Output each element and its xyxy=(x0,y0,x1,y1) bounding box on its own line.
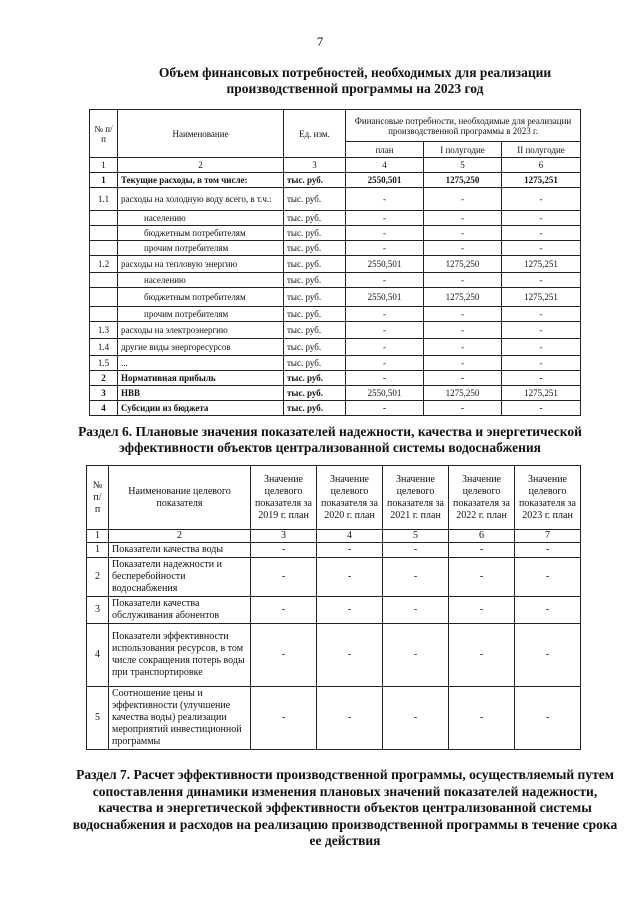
row-name: Показатели качества обслуживания абонентов xyxy=(109,597,251,624)
column-number: 7 xyxy=(515,530,581,543)
table-row xyxy=(90,322,581,339)
table-row xyxy=(87,687,581,750)
row-unit: тыс. руб. xyxy=(284,356,346,371)
column-number-row xyxy=(90,158,581,173)
row-num: 3 xyxy=(90,386,118,401)
row-plan: - xyxy=(346,307,424,322)
row-value: - xyxy=(515,558,581,597)
table-row xyxy=(90,339,581,356)
table-row xyxy=(90,256,581,273)
row-plan: 2550,501 xyxy=(346,288,424,307)
row-plan: - xyxy=(346,356,424,371)
column-number: 1 xyxy=(87,530,109,543)
row-num: 1.4 xyxy=(90,339,118,356)
row-unit: тыс. руб. xyxy=(284,188,346,211)
row-value: - xyxy=(515,597,581,624)
column-number: 2 xyxy=(109,530,251,543)
table-row xyxy=(90,226,581,241)
row-value: - xyxy=(383,543,449,558)
row-name: расходы на холодную воду всего, в т.ч.: xyxy=(118,188,284,211)
row-plan: 2550,501 xyxy=(346,256,424,273)
row-value: - xyxy=(449,624,515,687)
row-half1: 1275,250 xyxy=(424,386,502,401)
row-num xyxy=(90,241,118,256)
header-2023: Значение целевого показателя за 2023 г. план xyxy=(515,466,581,530)
row-half2: - xyxy=(502,188,581,211)
row-name: расходы на тепловую энергию xyxy=(118,256,284,273)
row-value: - xyxy=(251,597,317,624)
column-number: 4 xyxy=(346,158,424,173)
row-unit: тыс. руб. xyxy=(284,173,346,188)
row-name: ... xyxy=(118,356,284,371)
row-unit: тыс. руб. xyxy=(284,339,346,356)
header-plan: план xyxy=(346,142,424,158)
row-name: Текущие расходы, в том числе: xyxy=(118,173,284,188)
section6-title: Раздел 6. Плановые значения показателей надежности, качества и энергетической эффективности объектов централизованной системы водоснабжения xyxy=(78,424,582,455)
row-half2: - xyxy=(502,322,581,339)
row-value: - xyxy=(383,558,449,597)
row-num: 1 xyxy=(90,173,118,188)
row-unit: тыс. руб. xyxy=(284,322,346,339)
column-number: 5 xyxy=(424,158,502,173)
table-row xyxy=(87,597,581,624)
row-half2: 1275,251 xyxy=(502,386,581,401)
row-half1: - xyxy=(424,307,502,322)
header-num: № п/ п xyxy=(87,466,109,530)
table-row xyxy=(90,288,581,307)
row-half2: - xyxy=(502,356,581,371)
row-half1: 1275,250 xyxy=(424,256,502,273)
section-financial-title: Объем финансовых потребностей, необходимых для реализации производственной программы на 2023 год xyxy=(158,65,552,96)
row-value: - xyxy=(317,558,383,597)
section7-title: Раздел 7. Расчет эффективности производственной программы, осуществляемый путем сопоставления динамики изменения плановых значений показателей надежности, качества и энергетической эффективности объектов централизованной системы водоснабжения и расходов на реализацию производственной программы в течение срока ее действия xyxy=(72,767,618,848)
row-unit: тыс. руб. xyxy=(284,386,346,401)
row-unit: тыс. руб. xyxy=(284,288,346,307)
row-unit: тыс. руб. xyxy=(284,273,346,288)
column-number: 3 xyxy=(251,530,317,543)
column-number: 3 xyxy=(284,158,346,173)
header-2022: Значение целевого показателя за 2022 г. план xyxy=(449,466,515,530)
row-unit: тыс. руб. xyxy=(284,401,346,416)
row-num: 5 xyxy=(87,687,109,750)
row-num xyxy=(90,307,118,322)
row-unit: тыс. руб. xyxy=(284,371,346,386)
row-unit: тыс. руб. xyxy=(284,256,346,273)
row-value: - xyxy=(251,624,317,687)
row-num: 2 xyxy=(90,371,118,386)
row-name: прочим потребителям xyxy=(118,307,284,322)
header-finance: Финансовые потребности, необходимые для реализации производственной программы в 2023 г. xyxy=(346,110,581,142)
header-half2: II полугодие xyxy=(502,142,581,158)
row-plan: - xyxy=(346,339,424,356)
row-name: расходы на электроэнергию xyxy=(118,322,284,339)
row-name: Нормативная прибыль xyxy=(118,371,284,386)
row-num: 4 xyxy=(87,624,109,687)
header-unit: Ед. изм. xyxy=(284,110,346,158)
row-plan: - xyxy=(346,371,424,386)
row-name: другие виды энергоресурсов xyxy=(118,339,284,356)
row-num: 2 xyxy=(87,558,109,597)
row-plan: - xyxy=(346,226,424,241)
row-name: населению xyxy=(118,273,284,288)
row-value: - xyxy=(515,624,581,687)
row-num: 3 xyxy=(87,597,109,624)
row-value: - xyxy=(251,558,317,597)
row-value: - xyxy=(383,624,449,687)
row-half1: 1275,250 xyxy=(424,173,502,188)
row-name: населению xyxy=(118,211,284,226)
row-num xyxy=(90,273,118,288)
column-number: 1 xyxy=(90,158,118,173)
row-name: Соотношение цены и эффективности (улучшение качества воды) реализации мероприятий инвестиционной программы xyxy=(109,687,251,750)
row-name: Показатели надежности и бесперебойности водоснабжения xyxy=(109,558,251,597)
row-name: бюджетным потребителям xyxy=(118,226,284,241)
row-num: 4 xyxy=(90,401,118,416)
row-half2: - xyxy=(502,211,581,226)
row-value: - xyxy=(515,687,581,750)
table-row xyxy=(90,356,581,371)
row-half1: - xyxy=(424,241,502,256)
row-name: Показатели эффективности использования ресурсов, в том числе сокращения потерь воды при транспортировке xyxy=(109,624,251,687)
header-name: Наименование целевого показателя xyxy=(109,466,251,530)
row-value: - xyxy=(383,597,449,624)
header-2020: Значение целевого показателя за 2020 г. план xyxy=(317,466,383,530)
column-number: 6 xyxy=(502,158,581,173)
row-value: - xyxy=(449,543,515,558)
row-name: Показатели качества воды xyxy=(109,543,251,558)
page-number: 7 xyxy=(316,34,324,49)
row-half1: - xyxy=(424,226,502,241)
row-name: прочим потребителям xyxy=(118,241,284,256)
row-plan: 2550,501 xyxy=(346,173,424,188)
row-value: - xyxy=(317,543,383,558)
row-value: - xyxy=(317,624,383,687)
row-half2: 1275,251 xyxy=(502,173,581,188)
row-half2: - xyxy=(502,401,581,416)
target-indicators-table xyxy=(86,465,581,750)
header-2019: Значение целевого показателя за 2019 г. план xyxy=(251,466,317,530)
row-plan: - xyxy=(346,211,424,226)
table-header-row xyxy=(87,466,581,530)
row-half1: - xyxy=(424,339,502,356)
row-value: - xyxy=(449,597,515,624)
table-row xyxy=(87,543,581,558)
row-half2: 1275,251 xyxy=(502,288,581,307)
row-half1: - xyxy=(424,188,502,211)
row-half1: - xyxy=(424,401,502,416)
row-value: - xyxy=(449,687,515,750)
table-row xyxy=(90,273,581,288)
row-num: 1.1 xyxy=(90,188,118,211)
row-num: 1.2 xyxy=(90,256,118,273)
financial-needs-table xyxy=(89,109,581,416)
row-name: Субсидии из бюджета xyxy=(118,401,284,416)
row-half1: - xyxy=(424,211,502,226)
row-plan: 2550,501 xyxy=(346,386,424,401)
column-number: 5 xyxy=(383,530,449,543)
row-plan: - xyxy=(346,401,424,416)
column-number: 6 xyxy=(449,530,515,543)
row-value: - xyxy=(317,597,383,624)
table-row xyxy=(90,211,581,226)
table-header-row xyxy=(90,110,581,142)
header-num: № п/п xyxy=(90,110,118,158)
row-half1: - xyxy=(424,322,502,339)
row-num xyxy=(90,288,118,307)
row-half2: - xyxy=(502,339,581,356)
row-half1: - xyxy=(424,273,502,288)
row-num: 1 xyxy=(87,543,109,558)
row-half2: - xyxy=(502,241,581,256)
table-row xyxy=(90,386,581,401)
row-num: 1.5 xyxy=(90,356,118,371)
row-plan: - xyxy=(346,188,424,211)
table-row xyxy=(90,241,581,256)
row-value: - xyxy=(251,543,317,558)
table-row xyxy=(87,624,581,687)
row-value: - xyxy=(251,687,317,750)
row-plan: - xyxy=(346,322,424,339)
row-plan: - xyxy=(346,241,424,256)
table-row xyxy=(90,401,581,416)
row-half2: - xyxy=(502,371,581,386)
table-row xyxy=(90,307,581,322)
header-2021: Значение целевого показателя за 2021 г. план xyxy=(383,466,449,530)
row-value: - xyxy=(449,558,515,597)
table-row xyxy=(87,558,581,597)
row-num xyxy=(90,226,118,241)
row-unit: тыс. руб. xyxy=(284,211,346,226)
row-half2: - xyxy=(502,226,581,241)
row-half1: - xyxy=(424,371,502,386)
row-name: бюджетным потребителям xyxy=(118,288,284,307)
row-value: - xyxy=(515,543,581,558)
table-row xyxy=(90,173,581,188)
row-num xyxy=(90,211,118,226)
table-row xyxy=(90,371,581,386)
row-plan: - xyxy=(346,273,424,288)
header-half1: I полугодие xyxy=(424,142,502,158)
column-number: 4 xyxy=(317,530,383,543)
row-unit: тыс. руб. xyxy=(284,226,346,241)
row-half2: 1275,251 xyxy=(502,256,581,273)
row-half2: - xyxy=(502,307,581,322)
table-row xyxy=(90,188,581,211)
column-number-row xyxy=(87,530,581,543)
row-half2: - xyxy=(502,273,581,288)
row-name: НВВ xyxy=(118,386,284,401)
row-unit: тыс. руб. xyxy=(284,241,346,256)
column-number: 2 xyxy=(118,158,284,173)
row-num: 1.3 xyxy=(90,322,118,339)
header-name: Наименование xyxy=(118,110,284,158)
row-unit: тыс. руб. xyxy=(284,307,346,322)
row-half1: - xyxy=(424,356,502,371)
row-half1: 1275,250 xyxy=(424,288,502,307)
row-value: - xyxy=(317,687,383,750)
row-value: - xyxy=(383,687,449,750)
